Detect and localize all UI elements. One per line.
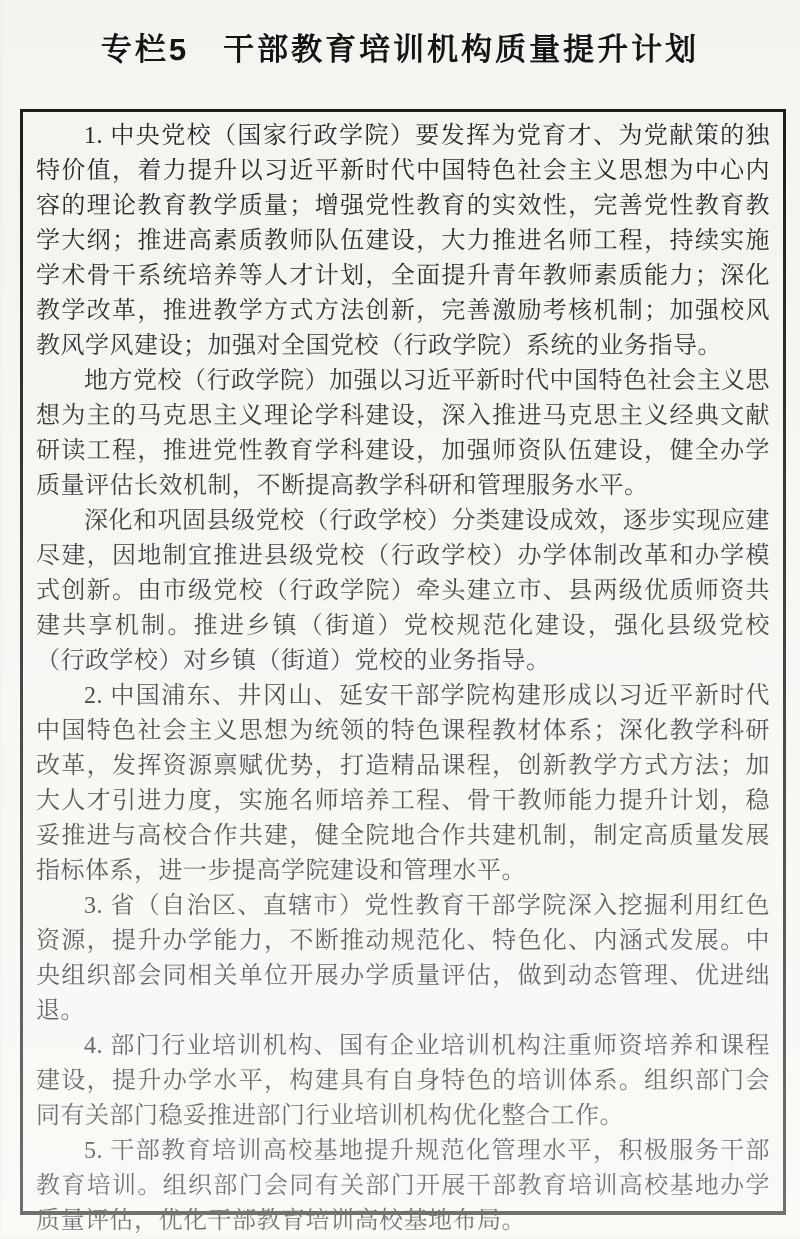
paragraph-item-2: 2. 中国浦东、井冈山、延安干部学院构建形成以习近平新时代中国特色社会主义思想为统领的特色课程教材体系；深化教学科研改革，发挥资源禀赋优势，打造精品课程，创新教学方式方法；加大人才引进力度，实施名师培养工程、骨干教师能力提升计划，稳妥推进与高校合作共建，健全院地合作共建机制，制定高质量发展指标体系，进一步提高学院建设和管理水平。	[36, 683, 770, 884]
paragraph-local-schools: 地方党校（行政学院）加强以习近平新时代中国特色社会主义思想为主的马克思主义理论学科建设，深入推进马克思主义经典文献研读工程，推进党性教育学科建设，加强师资队伍建设，健全办学质量评估长效机制，不断提高教学科研和管理服务水平。	[36, 368, 770, 499]
page-title: 专栏5 干部教育培训机构质量提升计划	[100, 32, 700, 67]
paragraph-item-1: 1. 中央党校（国家行政学院）要发挥为党育才、为党献策的独特价值，着力提升以习近平新时代中国特色社会主义思想为中心内容的理论教育教学质量；增强党性教育的实效性，完善党性教育教学大纲；推进高素质教师队伍建设，大力推进名师工程，持续实施学术骨干系统培养等人才计划，全面提升青年教师素质能力；深化教学改革，推进教学方式方法创新，完善激励考核机制；加强校风教风学风建设；加强对全国党校（行政学院）系统的业务指导。	[36, 123, 770, 359]
paragraph-item-3: 3. 省（自治区、直辖市）党性教育干部学院深入挖掘利用红色资源，提升办学能力，不断推动规范化、特色化、内涵式发展。中央组织部会同相关单位开展办学质量评估，做到动态管理、优进绌退。	[36, 893, 770, 1024]
paragraph-county-schools: 深化和巩固县级党校（行政学校）分类建设成效，逐步实现应建尽建，因地制宜推进县级党校（行政学校）办学体制改革和办学模式创新。由市级党校（行政学院）牵头建立市、县两级优质师资共建共享机制。推进乡镇（街道）党校规范化建设，强化县级党校（行政学校）对乡镇（街道）党校的业务指导。	[36, 508, 770, 674]
paragraph-item-4: 4. 部门行业培训机构、国有企业培训机构注重师资培养和课程建设，提升办学水平，构建具有自身特色的培训体系。组织部门会同有关部门稳妥推进部门行业培训机构优化整合工作。	[36, 1033, 770, 1129]
paragraph-item-5: 5. 干部教育培训高校基地提升规范化管理水平，积极服务干部教育培训。组织部门会同有关部门开展干部教育培训高校基地办学质量评估，优化干部教育培训高校基地布局。	[36, 1138, 770, 1234]
callout-box	[20, 109, 786, 1234]
